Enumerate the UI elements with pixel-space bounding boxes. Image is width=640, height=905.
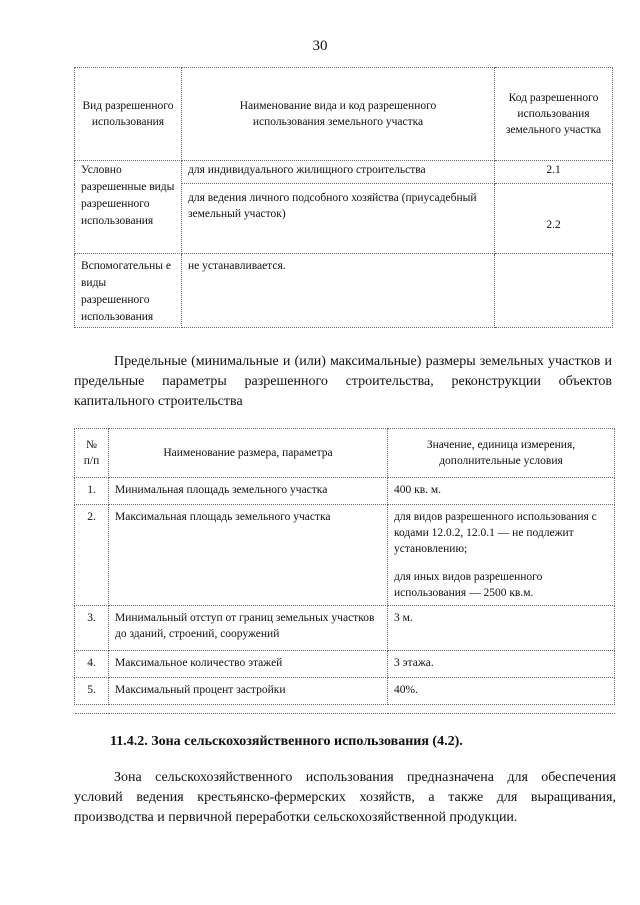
table-row	[75, 254, 613, 328]
param-value-condition: для видов разрешенного использования с кодами 12.0.2, 12.0.1 — не подлежит установлению;	[394, 511, 597, 555]
param-name: Максимальный процент застройки	[109, 678, 388, 705]
zone-description-paragraph: Зона сельскохозяйственного использования предназначена для обеспечения условий ведения крестьянско-фермерских хозяйств, а также для выращивания, производства и первичной переработки сельскохозяйственной продукции.	[74, 770, 616, 825]
use-code: 2.2	[495, 184, 613, 254]
param-value	[388, 505, 615, 606]
param-name: Максимальная площадь земельного участка	[109, 505, 388, 606]
param-value: 40%.	[388, 678, 615, 705]
use-name: для ведения личного подсобного хозяйства (приусадебный земельный участок)	[182, 184, 495, 254]
param-name: Максимальное количество этажей	[109, 651, 388, 678]
limits-paragraph: Предельные (минимальные и (или) максимальные) размеры земельных участков и предельные параметры разрешенного строительства, реконструкции объектов капитального строительства	[74, 354, 612, 409]
table-row	[75, 678, 615, 705]
use-name: для индивидуального жилищного строительства	[182, 161, 495, 184]
header-num: № п/п	[75, 429, 109, 478]
param-name: Минимальный отступ от границ земельных участков до зданий, строений, сооружений	[109, 606, 388, 651]
table-header-row	[75, 429, 615, 478]
header-param-value: Значение, единица измерения, дополнительные условия	[388, 429, 615, 478]
row-number: 4.	[75, 651, 109, 678]
table-row	[75, 606, 615, 651]
permitted-uses-table	[74, 67, 613, 328]
row-number: 3.	[75, 606, 109, 651]
header-param-name: Наименование размера, параметра	[109, 429, 388, 478]
category-auxiliary: Вспомогательны е виды разрешенного использования	[75, 254, 182, 328]
use-code-empty	[495, 254, 613, 328]
param-name: Минимальная площадь земельного участка	[109, 478, 388, 505]
page-number: 30	[312, 38, 328, 54]
row-number: 5.	[75, 678, 109, 705]
param-value-condition: для иных видов разрешенного использования — 2500 кв.м.	[394, 571, 543, 599]
section-heading: 11.4.2. Зона сельскохозяйственного использования (4.2).	[110, 734, 463, 749]
table-spacer-row	[75, 705, 615, 714]
header-use-type: Вид разрешенного использования	[75, 68, 182, 161]
use-name: не устанавливается.	[182, 254, 495, 328]
param-value: 400 кв. м.	[388, 478, 615, 505]
parameters-table	[74, 428, 615, 714]
header-use-code: Код разрешенного использования земельного участка	[495, 68, 613, 161]
param-value: 3 этажа.	[388, 651, 615, 678]
row-number: 1.	[75, 478, 109, 505]
category-conditional: Условно разрешенные виды разрешенного использования	[75, 161, 182, 254]
table-row	[75, 651, 615, 678]
header-use-name: Наименование вида и код разрешенного использования земельного участка	[182, 68, 495, 161]
row-number: 2.	[75, 505, 109, 606]
table-row	[75, 478, 615, 505]
table-header-row	[75, 68, 613, 161]
param-value: 3 м.	[388, 606, 615, 651]
table-row	[75, 161, 613, 184]
table-row	[75, 505, 615, 606]
use-code: 2.1	[495, 161, 613, 184]
